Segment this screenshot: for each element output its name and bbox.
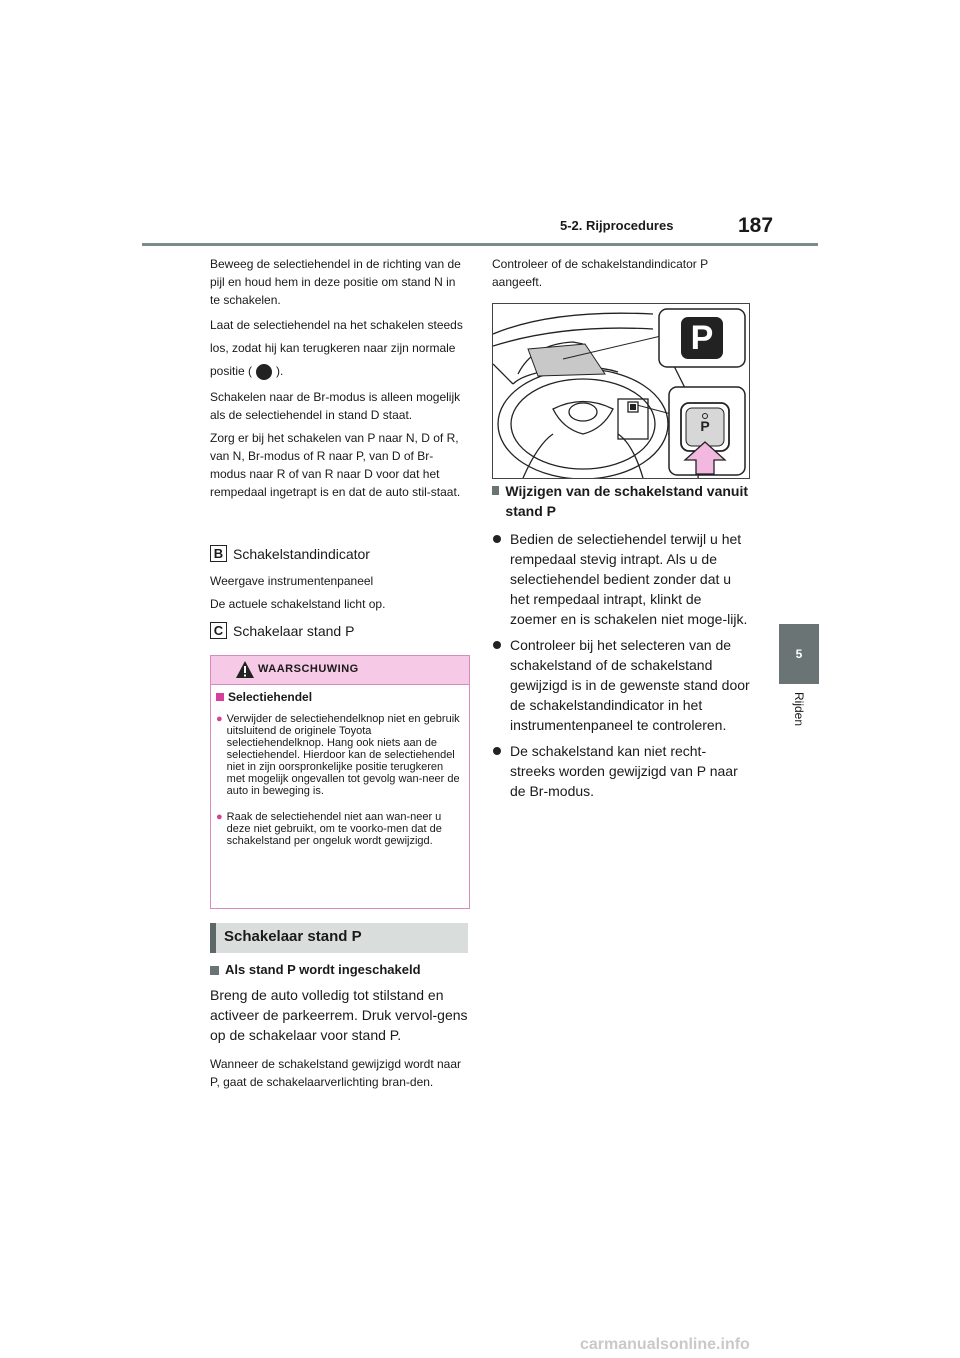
callout-b <box>210 545 370 562</box>
shift-indicator-letter: P <box>690 319 714 357</box>
left-column <box>210 255 468 506</box>
neutral-position-icon <box>256 364 272 380</box>
warning-subhead: Selectiehendel <box>216 691 463 703</box>
figure-dashboard <box>492 303 750 479</box>
square-bullet-icon <box>210 966 219 975</box>
subsection-title: Wijzigen van de schakelstand vanuit stand P <box>492 481 750 521</box>
callout-letter-b: B <box>210 545 227 562</box>
chapter-tab <box>779 624 819 684</box>
warning-box <box>210 655 470 909</box>
section-heading: Schakelaar stand P <box>210 923 468 953</box>
bullet-item: Bedien de selectiehendel terwijl u het rempedaal stevig intrapt. Als u de selectiehendel bedient zonder dat u het rempedaal intrapt, klinkt de zoemer en is schakelen niet moge-lijk. <box>492 529 750 629</box>
subsection-title: Als stand P wordt ingeschakeld <box>210 962 468 977</box>
page-number: 187 <box>738 214 774 237</box>
right-intro: Controleer of de schakelstandindicator P aangeeft. <box>492 257 708 289</box>
bullet-icon: ● <box>216 713 223 725</box>
watermark: carmanualsonline.info <box>580 1336 750 1353</box>
chapter-label: Rijden <box>792 692 806 727</box>
left-lower <box>210 962 468 1091</box>
bullet-icon: ● <box>216 811 223 823</box>
paragraph: Zorg er bij het schakelen van P naar N, D of R, van N, Br-modus of R naar P, van D of Br-modus naar R of van R naar D voor dat het rempedaal ingetrapt is en dat de auto stil-staat. <box>210 431 461 499</box>
callout-b-text: Weergave instrumentenpaneel De actuele schakelstand licht op. <box>210 574 386 611</box>
callout-letter-c: C <box>210 622 227 639</box>
callout-c <box>210 622 354 639</box>
bullet-item: De schakelstand kan niet recht-streeks worden gewijzigd van P naar de Br-modus. <box>492 741 750 801</box>
warning-icon <box>235 660 255 679</box>
warning-title: WAARSCHUWING <box>258 663 359 675</box>
warning-item: ● Raak de selectiehendel niet aan wan-neer u deze niet gebruikt, om te voorko-men dat de schakelstand per ongeluk wordt gewijzigd. <box>216 811 442 847</box>
paragraph: Laat de selectiehendel na het schakelen steeds los, zodat hij kan terugkeren naar zijn normale positie ( ). <box>210 318 463 378</box>
section-title: 5-2. Rijprocedures <box>560 218 674 233</box>
p-switch-letter: P <box>700 418 710 434</box>
callout-title: Schakelaar stand P <box>233 622 355 639</box>
header-rule <box>142 243 818 246</box>
square-bullet-icon <box>492 486 499 495</box>
square-bullet-icon <box>216 693 224 701</box>
paragraph: Wanneer de schakelstand gewijzigd wordt naar P, gaat de schakelaarverlichting bran-den. <box>210 1057 462 1089</box>
warning-body <box>211 685 469 847</box>
bullet-item: Controleer bij het selecteren van de schakelstand of de schakelstand gewijzigd is in de gewenste stand door de schakelstandindicator in het instrumentenpaneel te controleren. <box>492 635 750 735</box>
paragraph: Schakelen naar de Br-modus is alleen mogelijk als de selectiehendel in stand D staat. <box>210 390 461 422</box>
paragraph: Beweeg de selectiehendel in de richting van de pijl en houd hem in deze positie om stand N in te schakelen. <box>210 257 461 307</box>
warning-item: ● Verwijder de selectiehendelknop niet en gebruik uitsluitend de originele Toyota selectiehendelknop. Hang ook niets aan de selectiehendel. Hierdoor kan de selectiehendel niet in zijn oorspronkelijke positie terugkeren met mogelijk ongevallen tot gevolg wan-neer de auto in beweging is. <box>216 713 460 797</box>
callout-title: Schakelstandindicator <box>233 545 370 562</box>
warning-header <box>211 656 469 685</box>
right-lower <box>492 481 750 801</box>
paragraph: Breng de auto volledig tot stilstand en activeer de parkeerrem. Druk vervol-gens op de schakelaar voor stand P. <box>210 987 468 1043</box>
chapter-number: 5 <box>795 647 803 661</box>
